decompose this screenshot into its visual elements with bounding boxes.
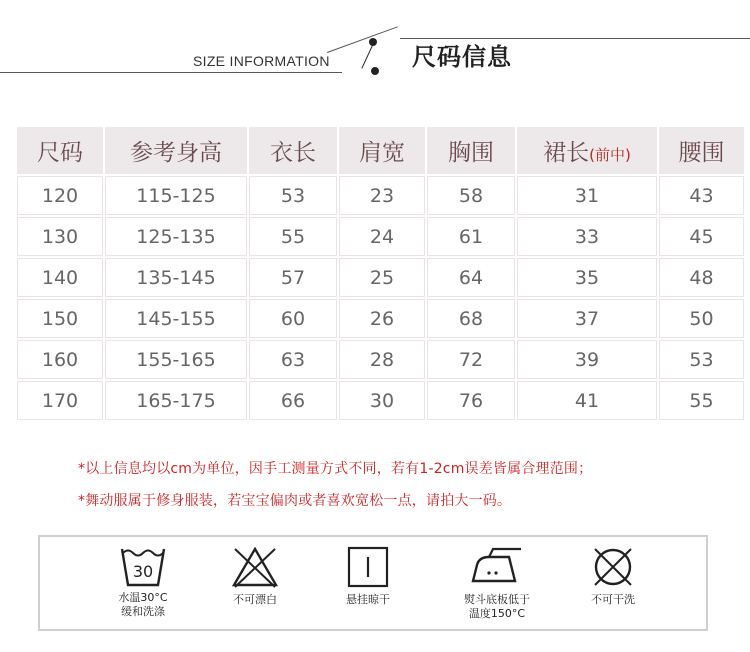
column-header-length: 衣长: [249, 127, 337, 174]
table-cell: 125-135: [105, 217, 247, 256]
table-cell: 66: [249, 381, 337, 420]
table-cell: 26: [339, 299, 425, 338]
header-rule-left: [0, 72, 342, 73]
table-cell: 45: [659, 217, 744, 256]
table-cell: 50: [659, 299, 744, 338]
table-cell: 150: [17, 299, 103, 338]
table-cell: 25: [339, 258, 425, 297]
table-cell: 140: [17, 258, 103, 297]
care-label-iron-1: 熨斗底板低于: [464, 593, 530, 606]
table-cell: 28: [339, 340, 425, 379]
column-header-size: 尺码: [17, 127, 103, 174]
table-cell: 58: [427, 176, 515, 215]
care-label-bleach: 不可漂白: [233, 593, 277, 606]
table-row: [17, 217, 744, 256]
table-row: [17, 299, 744, 338]
column-header-height: 参考身高: [105, 127, 247, 174]
table-cell: 31: [517, 176, 657, 215]
column-header-skirt: [517, 127, 657, 174]
care-label-wash-1: 水温30°C: [118, 591, 168, 604]
column-header-shoulder: 肩宽: [339, 127, 425, 174]
table-cell: 76: [427, 381, 515, 420]
table-cell: 115-125: [105, 176, 247, 215]
care-item-dryclean: [578, 545, 648, 607]
care-item-iron: [452, 545, 542, 621]
header-connector: [361, 41, 375, 69]
table-cell: 24: [339, 217, 425, 256]
table-cell: 72: [427, 340, 515, 379]
table-cell: 48: [659, 258, 744, 297]
care-label-wash-2: 缓和洗涤: [121, 605, 165, 618]
header-dot-bottom: [371, 67, 379, 75]
table-cell: 155-165: [105, 340, 247, 379]
title-chinese: 尺码信息: [412, 43, 512, 71]
hang-dry-icon: [346, 545, 390, 589]
table-cell: 30: [339, 381, 425, 420]
care-label-iron-2: 温度150°C: [468, 607, 526, 620]
table-cell: 53: [659, 340, 744, 379]
note-measurement: *以上信息均以cm为单位，因手工测量方式不同，若有1-2cm误差皆属合理范围；: [78, 461, 593, 477]
table-cell: 165-175: [105, 381, 247, 420]
table-cell: 170: [17, 381, 103, 420]
table-row: [17, 381, 744, 420]
care-item-wash: [108, 545, 178, 619]
size-table: [15, 125, 746, 422]
table-cell: 63: [249, 340, 337, 379]
no-bleach-icon: [230, 545, 280, 589]
table-cell: 41: [517, 381, 657, 420]
table-header-row: [17, 127, 744, 174]
table-cell: 37: [517, 299, 657, 338]
table-cell: 145-155: [105, 299, 247, 338]
iron-icon: [469, 545, 525, 589]
column-header-waist: 腰围: [659, 127, 744, 174]
table-cell: 57: [249, 258, 337, 297]
table-cell: 135-145: [105, 258, 247, 297]
table-cell: 43: [659, 176, 744, 215]
care-label-dryclean: 不可干洗: [591, 593, 635, 606]
table-cell: 55: [249, 217, 337, 256]
table-cell: 33: [517, 217, 657, 256]
table-cell: 53: [249, 176, 337, 215]
title-english: SIZE INFORMATION: [193, 53, 330, 69]
table-cell: 23: [339, 176, 425, 215]
wash-30-icon: [120, 545, 166, 587]
column-header-chest: 胸围: [427, 127, 515, 174]
table-cell: 55: [659, 381, 744, 420]
care-instructions: [38, 535, 708, 631]
table-row: [17, 176, 744, 215]
table-cell: 68: [427, 299, 515, 338]
table-cell: 130: [17, 217, 103, 256]
table-cell: 39: [517, 340, 657, 379]
care-label-hang: 悬挂晾干: [346, 593, 390, 606]
table-cell: 35: [517, 258, 657, 297]
svg-text:30: 30: [132, 562, 154, 581]
care-item-bleach: [220, 545, 290, 607]
column-header-skirt-label: 裙长: [543, 140, 590, 166]
header-rule-slash: [327, 26, 398, 53]
table-cell: 61: [427, 217, 515, 256]
table-cell: 60: [249, 299, 337, 338]
column-header-skirt-suffix: (前中): [589, 146, 631, 164]
table-cell: 120: [17, 176, 103, 215]
no-dry-clean-icon: [590, 545, 636, 589]
note-fit: *舞动服属于修身服装，若宝宝偏肉或者喜欢宽松一点，请拍大一码。: [78, 493, 512, 509]
table-cell: 64: [427, 258, 515, 297]
table-row: [17, 258, 744, 297]
care-item-hang: [335, 545, 401, 607]
table-cell: 160: [17, 340, 103, 379]
table-row: [17, 340, 744, 379]
